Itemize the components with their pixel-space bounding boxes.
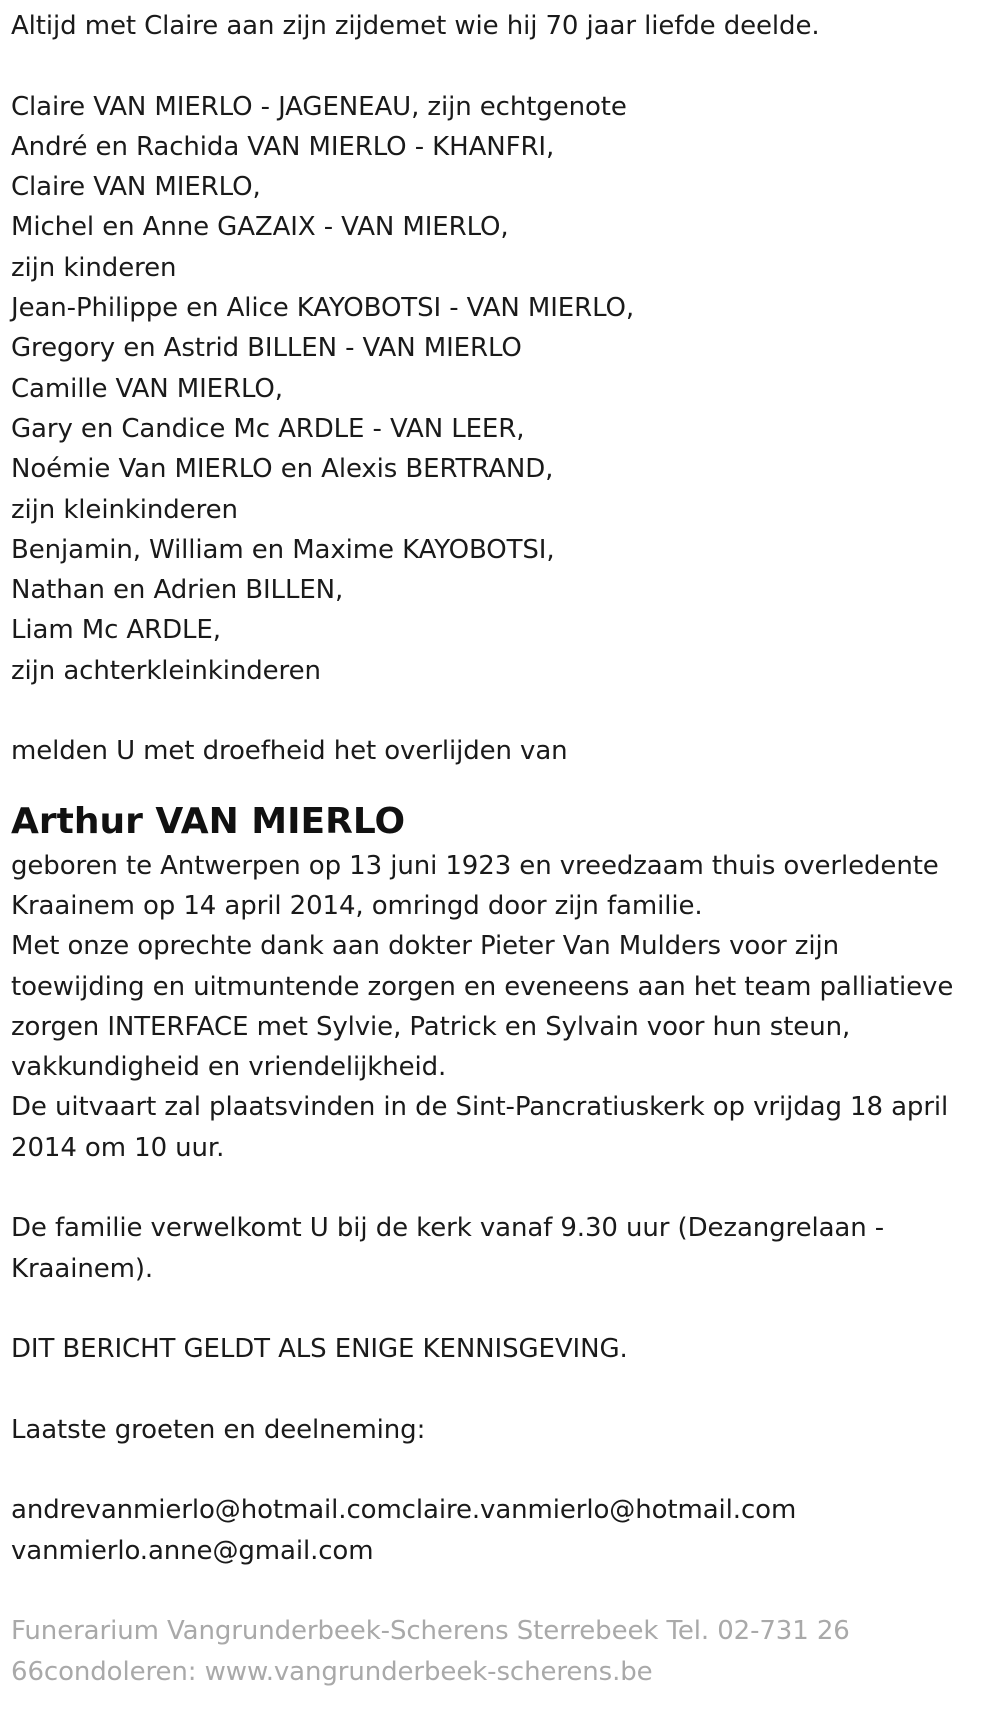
deceased-name: Arthur VAN MIERLO bbox=[11, 800, 406, 842]
email-line[interactable]: vanmierlo.anne@gmail.com bbox=[11, 1535, 374, 1566]
details-line: Met onze oprechte dank aan dokter Pieter Van Mulders voor zijn bbox=[11, 931, 839, 962]
only-notice-line: DIT BERICHT GELDT ALS ENIGE KENNISGEVING. bbox=[11, 1334, 628, 1365]
family-line: Michel en Anne GAZAIX - VAN MIERLO, bbox=[11, 212, 509, 243]
details-line: vakkundigheid en vriendelijkheid. bbox=[11, 1052, 447, 1083]
details-line: toewijding en uitmuntende zorgen en eveneens aan het team palliatieve bbox=[11, 971, 954, 1002]
spacer bbox=[11, 46, 991, 86]
spacer bbox=[11, 1370, 991, 1410]
details-line: geboren te Antwerpen op 13 juni 1923 en vreedzaam thuis overledente bbox=[11, 850, 939, 881]
family-list bbox=[11, 87, 991, 691]
funerarium-footer bbox=[11, 1611, 991, 1692]
family-line: Camille VAN MIERLO, bbox=[11, 373, 283, 404]
email-list bbox=[11, 1490, 991, 1571]
family-line: Noémie Van MIERLO en Alexis BERTRAND, bbox=[11, 454, 554, 485]
email-line[interactable]: andrevanmierlo@hotmail.comclaire.vanmierlo@hotmail.com bbox=[11, 1495, 797, 1526]
footer-line[interactable]: 66condoleren: www.vangrunderbeek-scherens.be bbox=[11, 1656, 653, 1687]
spacer bbox=[11, 1168, 991, 1208]
details-line: Kraainem op 14 april 2014, omringd door zijn familie. bbox=[11, 890, 703, 921]
family-line: zijn kinderen bbox=[11, 252, 177, 283]
family-line: Nathan en Adrien BILLEN, bbox=[11, 575, 344, 606]
details-line: zorgen INTERFACE met Sylvie, Patrick en Sylvain voor hun steun, bbox=[11, 1011, 851, 1042]
condolence-label: Laatste groeten en deelneming: bbox=[11, 1414, 426, 1445]
family-line: Gregory en Astrid BILLEN - VAN MIERLO bbox=[11, 333, 522, 364]
announcement-line: melden U met droefheid het overlijden van bbox=[11, 736, 568, 767]
family-line: Gary en Candice Mc ARDLE - VAN LEER, bbox=[11, 413, 525, 444]
intro-line: Altijd met Claire aan zijn zijdemet wie hij 70 jaar liefde deelde. bbox=[11, 11, 820, 41]
welcome-line: De familie verwelkomt U bij de kerk vanaf 9.30 uur (Dezangrelaan - bbox=[11, 1213, 885, 1244]
details-line: De uitvaart zal plaatsvinden in de Sint-Pancratiuskerk op vrijdag 18 april bbox=[11, 1092, 949, 1123]
spacer bbox=[11, 691, 991, 731]
family-line: André en Rachida VAN MIERLO - KHANFRI, bbox=[11, 131, 555, 162]
spacer bbox=[11, 772, 991, 798]
spacer bbox=[11, 1571, 991, 1611]
family-line: Liam Mc ARDLE, bbox=[11, 615, 221, 646]
family-line: Claire VAN MIERLO - JAGENEAU, zijn echtgenote bbox=[11, 91, 627, 122]
obituary-notice bbox=[11, 6, 991, 1692]
welcome-paragraph bbox=[11, 1208, 991, 1289]
details-line: 2014 om 10 uur. bbox=[11, 1132, 225, 1163]
family-line: Benjamin, William en Maxime KAYOBOTSI, bbox=[11, 534, 555, 565]
family-line: zijn achterkleinkinderen bbox=[11, 655, 321, 686]
details-paragraph bbox=[11, 846, 991, 1168]
welcome-line: Kraainem). bbox=[11, 1253, 154, 1284]
spacer bbox=[11, 1289, 991, 1329]
family-line: Claire VAN MIERLO, bbox=[11, 172, 261, 203]
family-line: zijn kleinkinderen bbox=[11, 494, 238, 525]
spacer bbox=[11, 1450, 991, 1490]
footer-line: Funerarium Vangrunderbeek-Scherens Sterrebeek Tel. 02-731 26 bbox=[11, 1616, 850, 1647]
family-line: Jean-Philippe en Alice KAYOBOTSI - VAN MIERLO, bbox=[11, 293, 635, 324]
